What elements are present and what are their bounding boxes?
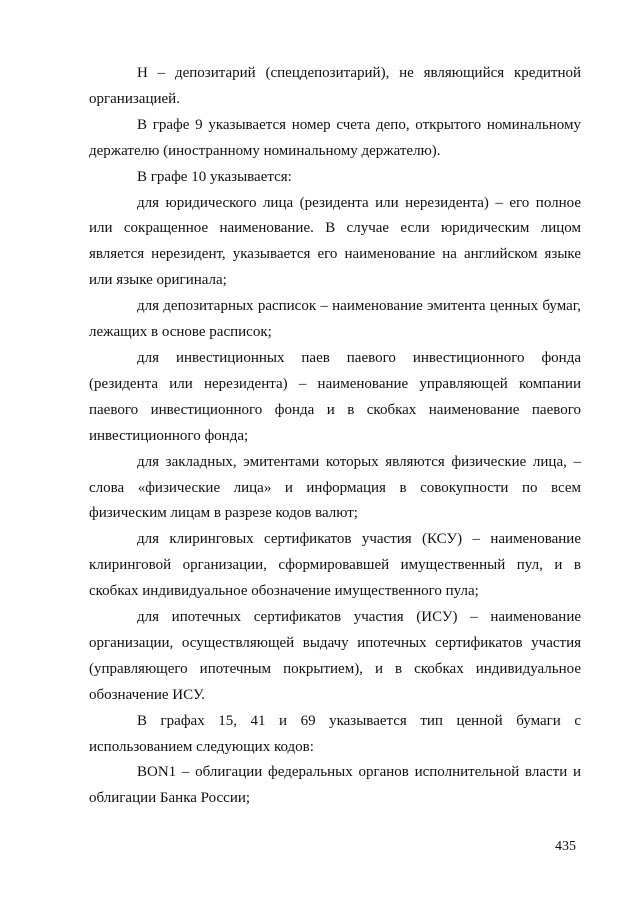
paragraph-depositary-receipts: для депозитарных расписок – наименование эмитента ценных бумаг, лежащих в основе расписок; — [89, 298, 581, 341]
paragraph-code-bon1: BON1 – облигации федеральных органов исполнительной власти и облигации Банка России; — [89, 764, 581, 807]
page-number: 435 — [555, 839, 576, 854]
paragraph-clearing-certificates: для клиринговых сертификатов участия (КСУ) – наименование клиринговой организации, сформировавшей имущественный пул, и в скобках индивидуальное обозначение имущественного пула; — [89, 531, 581, 600]
paragraph-depositary-code: Н – депозитарий (спецдепозитарий), не являющийся кредитной организацией. — [89, 65, 581, 107]
paragraph-mortgages: для закладных, эмитентами которых являются физические лица, – слова «физические лица» и информация в совокупности по всем физическим лицам в разрезе кодов валют; — [89, 453, 581, 522]
paragraph-mortgage-certificates: для ипотечных сертификатов участия (ИСУ) – наименование организации, осуществляющей выдачу ипотечных сертификатов участия (управляющего ипотечным покрытием), и в скобках индивидуальное обозначение ИСУ. — [89, 609, 581, 703]
paragraph-column-10-intro: В графе 10 указывается: — [137, 168, 292, 185]
paragraph-legal-entity: для юридического лица (резидента или нерезидента) – его полное или сокращенное наименование. В случае если юридическим лицом является нерезидент, указывается его наименование на английском языке или языке оригинала; — [89, 194, 581, 289]
paragraph-investment-units: для инвестиционных паев паевого инвестиционного фонда (резидента или нерезидента) – наименование управляющей компании паевого инвестиционного фонда и в скобках наименование паевого инвестиционного фонда; — [89, 349, 581, 444]
document-body — [89, 61, 581, 812]
paragraph-column-9: В графе 9 указывается номер счета депо, открытого номинальному держателю (иностранному номинальному держателю). — [89, 116, 581, 159]
paragraph-columns-15-41-69: В графах 15, 41 и 69 указывается тип ценной бумаги с использованием следующих кодов: — [89, 712, 581, 755]
